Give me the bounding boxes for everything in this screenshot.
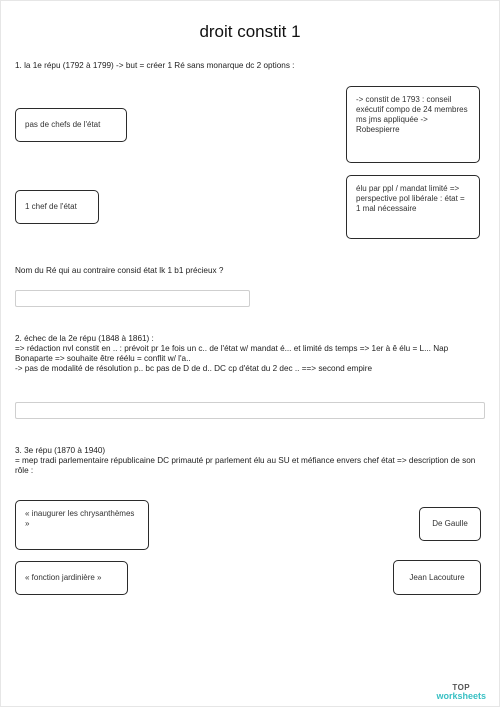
logo-bottom-text: worksheets (436, 691, 486, 701)
match-left-box-3[interactable]: « inaugurer les chrysanthèmes » (15, 500, 149, 550)
match-left-box-4[interactable]: « fonction jardinière » (15, 561, 128, 595)
logo-top-text: TOP (452, 683, 471, 692)
section2-text: 2. échec de la 2e répu (1848 à 1861) : => rédaction nvl constit en .. : prévoit pr 1e fois un c.. de l'état w/ mandat é... et limité ds temps => 1er à ê élu = L... Nap Bonaparte => souhaite être réélu = conflit w/ l'a.. -> pas de modalité de résolution p.. bc pas de D de d.. DC cp d'état du 2 dec .. ==> second empire (15, 334, 449, 373)
section1-question2: Nom du Ré qui au contraire consid état lk 1 b1 précieux ? (15, 266, 224, 275)
match-right-box-3[interactable]: De Gaulle (419, 507, 481, 541)
topworksheets-logo (436, 683, 486, 701)
answer-field-2[interactable] (15, 402, 485, 419)
match-left-box-2[interactable]: 1 chef de l'état (15, 190, 99, 224)
match-left-box-1[interactable]: pas de chefs de l'état (15, 108, 127, 142)
page-title: droit constit 1 (199, 22, 301, 41)
section1-question: 1. la 1e répu (1792 à 1799) -> but = créer 1 Ré sans monarque dc 2 options : (15, 61, 295, 70)
match-right-box-2[interactable]: élu par ppl / mandat limité => perspective pol libérale : état = 1 mal nécessaire (346, 175, 480, 239)
match-right-box-1[interactable]: -> constit de 1793 : conseil exécutif compo de 24 membres ms jms appliquée -> Robespierre (346, 86, 480, 163)
answer-field-1[interactable] (15, 290, 250, 307)
section3-text: 3. 3e répu (1870 à 1940) = mep tradi parlementaire républicaine DC primauté pr parlement élu au SU et méfiance envers chef état => description de son rôle : (15, 446, 476, 475)
match-right-box-4[interactable]: Jean Lacouture (393, 560, 481, 595)
